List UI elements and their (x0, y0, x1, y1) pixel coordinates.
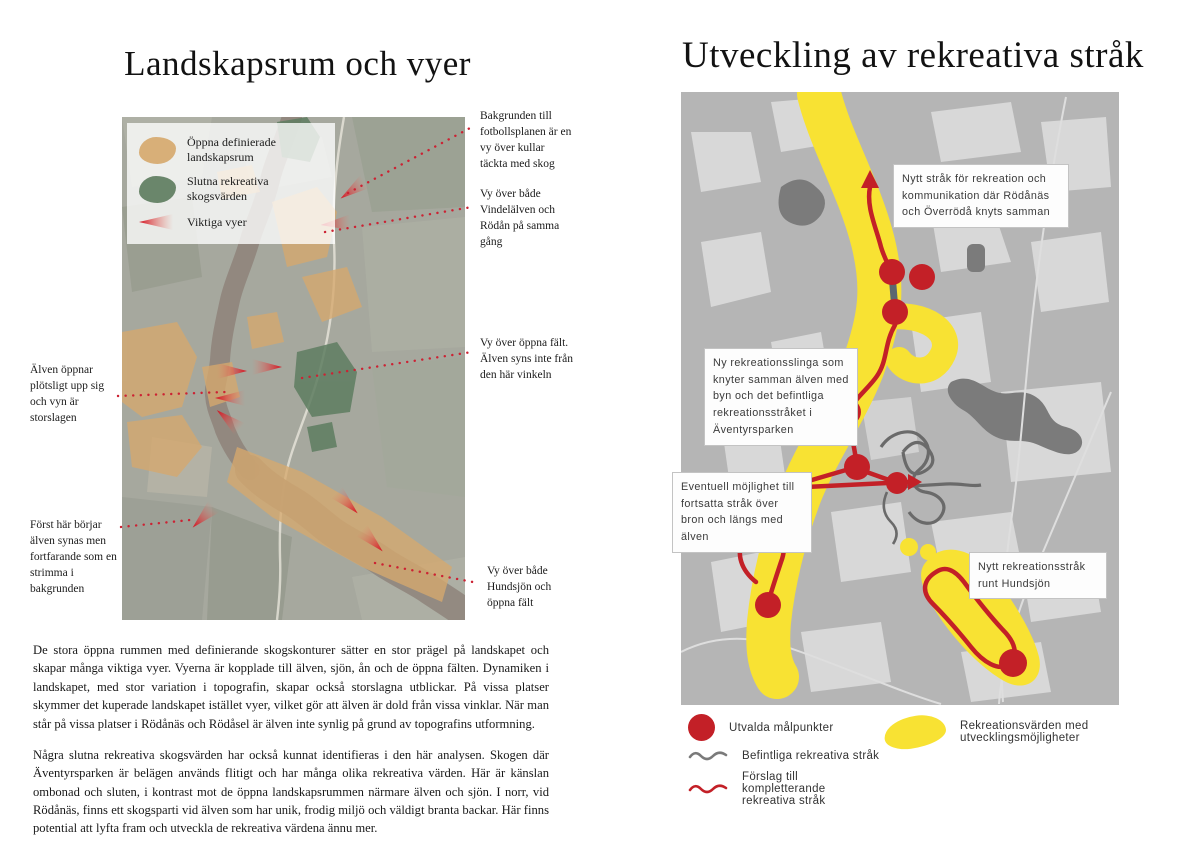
legend-item-target-points (688, 714, 883, 741)
left-page-title: Landskapsrum och vyer (124, 44, 471, 83)
annotation-river-opens: Älven öppnar plötsligt upp sig och vyn är storslagen (30, 364, 105, 425)
red-wave-swatch (688, 782, 728, 796)
recreation-legend-col2 (884, 716, 1114, 756)
annotation-river-appears: Först här börjar älven synas men fortfarande som en strimma i bakgrunden (30, 519, 117, 596)
legend-label: Viktiga vyer (187, 214, 247, 229)
annotation-hundsjon-view: Vy över både Hundsjön och öppna fält (487, 565, 552, 610)
body-text (33, 641, 549, 849)
legend-label: Förslag till kompletterande rekreativa stråk (742, 771, 826, 807)
legend-item-recreation-values (884, 716, 1114, 748)
callout-possible-extension: Eventuell möjlighet till fortsatta stråk över bron och längs med älven (672, 472, 812, 553)
legend-item-open-rooms (139, 135, 327, 165)
map-legend (127, 123, 335, 244)
paragraph-open-rooms: De stora öppna rummen med definierande skogskonturer sätter en stor prägel på landskapet och skapar många viktiga vyer. Vyerna är kopplade till älven, sjön, ån och de öppna fälten. Dynamiken i landskapet, med stor variation i topografin, skapar också storslagna utblickar. På vissa platser skymmer det kuperade landskapet istället vyer, vilket gör att älven är dold från vissa vinklar. När man står på vissa platser i Rödånäs och Rödåsel är älven inte synlig på grund av topografins utformning. (33, 643, 549, 731)
annotation-vindelalven-rodan: Vy över både Vindelälven och Rödån på samma gång (480, 188, 560, 249)
gray-wave-swatch (688, 749, 728, 763)
legend-label: Öppna definierade landskapsrum (187, 135, 276, 164)
legend-label: Befintliga rekreativa stråk (742, 750, 880, 762)
green-area-swatch (139, 176, 176, 203)
right-page-title: Utveckling av rekreativa stråk (682, 35, 1144, 76)
annotation-open-fields: Vy över öppna fält. Älven syns inte från den här vinkeln (480, 337, 573, 382)
legend-label: Slutna rekreativa skogsvärden (187, 174, 269, 203)
callout-new-loop-village: Ny rekreationsslinga som knyter samman älven med byn och det befintliga rekreationsstråket i Äventyrsparken (704, 348, 858, 446)
tan-area-swatch (139, 137, 176, 164)
recreation-legend-col1 (688, 714, 883, 815)
annotation-football-field: Bakgrunden till fotbollsplanen är en vy över kullar täckta med skog (480, 110, 572, 171)
legend-item-forest-values (139, 174, 327, 204)
view-wedge-swatch (139, 213, 176, 231)
legend-label: Rekreationsvärden med utvecklingsmöjligheter (960, 720, 1089, 744)
yellow-area-swatch (882, 712, 948, 752)
legend-item-important-views (139, 213, 327, 231)
legend-item-proposed-trails (688, 771, 883, 807)
legend-item-existing-trails (688, 749, 883, 763)
legend-label: Utvalda målpunkter (729, 721, 834, 734)
red-dot-swatch (688, 714, 715, 741)
callout-new-link-rodanas: Nytt stråk för rekreation och kommunikation där Rödånäs och Överrödå knyts samman (893, 164, 1069, 228)
callout-hundsjon-trail: Nytt rekreationsstråk runt Hundsjön (969, 552, 1107, 599)
paragraph-forest-values: Några slutna rekreativa skogsvärden har också kunnat identifieras i den här analysen. Skogen där Äventyrsparken är belägen används flitigt och har många olika rekreativa värden. Här är känslan ombonad och sluten, i kontrast mot de öppna landskapsrummen närmare älven och sjön. I norr, vid Rödånäs, finns ett skogsparti vid älven som har unik, frodig miljö och väldigt branta backar. Här finns potential att lyfta fram och utveckla de rekreativa värdena ännu mer. (33, 747, 549, 836)
